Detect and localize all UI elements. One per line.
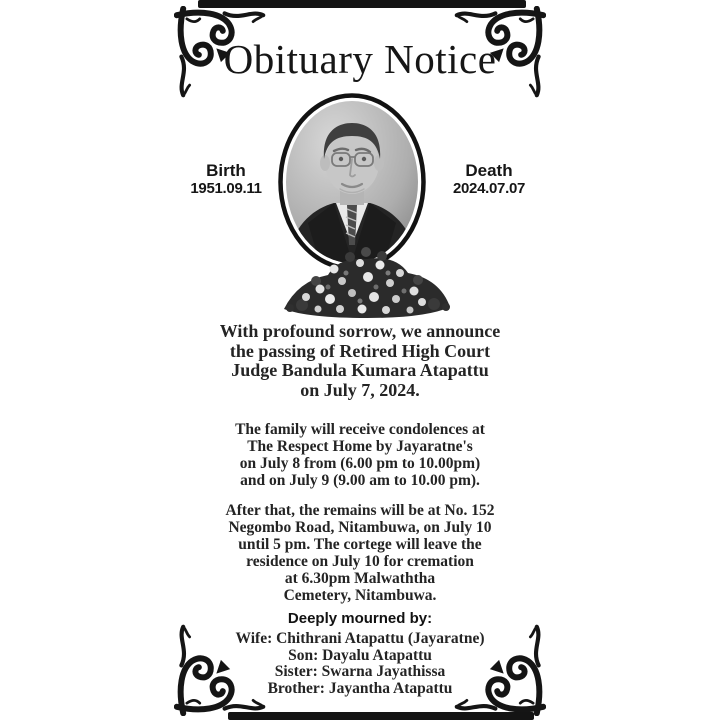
notice-line: residence on July 10 for cremation bbox=[246, 553, 474, 570]
notice-line: Judge Bandula Kumara Atapattu bbox=[231, 360, 489, 380]
flower-bouquet-icon bbox=[276, 247, 458, 320]
notice-line: the passing of Retired High Court bbox=[229, 340, 491, 361]
page-title: Obituary Notice bbox=[223, 36, 497, 82]
notice-line: With profound sorrow, we announce bbox=[219, 321, 501, 341]
notice-line: The family will receive condolences at bbox=[235, 421, 485, 438]
mourned-heading: Deeply mourned by: bbox=[287, 610, 433, 627]
birth-block bbox=[172, 161, 280, 198]
notice-line: until 5 pm. The cortege will leave the bbox=[238, 536, 482, 553]
notice-line: on July 7, 2024. bbox=[300, 379, 420, 400]
notice-line: on July 8 from (6.00 pm to 10.00pm) bbox=[239, 455, 481, 472]
notice-line: and on July 9 (9.00 am to 10.00 pm). bbox=[240, 472, 480, 489]
notice-line: After that, the remains will be at No. 152 bbox=[225, 502, 495, 519]
obituary-notice bbox=[172, 0, 548, 720]
death-label: Death bbox=[465, 161, 513, 180]
family-member: Sister: Swarna Jayathissa bbox=[274, 663, 446, 680]
notice-line: at 6.30pm Malwaththa bbox=[284, 570, 436, 587]
family-member: Son: Dayalu Atapattu bbox=[288, 646, 432, 664]
family-member: Wife: Chithrani Atapattu (Jayaratne) bbox=[235, 630, 485, 647]
notice-line: The Respect Home by Jayaratne's bbox=[247, 438, 473, 455]
family-member: Brother: Jayantha Atapattu bbox=[267, 679, 453, 697]
birth-label: Birth bbox=[206, 161, 246, 180]
notice-line: Cemetery, Nitambuwa. bbox=[283, 587, 437, 604]
announcement-paragraph bbox=[172, 322, 548, 400]
portrait-photo bbox=[278, 93, 426, 271]
birth-date: 1951.09.11 bbox=[190, 180, 262, 197]
condolences-paragraph bbox=[172, 421, 548, 489]
death-block bbox=[430, 161, 548, 198]
family-list bbox=[172, 631, 548, 697]
notice-line: Negombo Road, Nitambuwa, on July 10 bbox=[228, 519, 492, 536]
arrangements-paragraph bbox=[172, 502, 548, 604]
death-date: 2024.07.07 bbox=[452, 180, 526, 197]
